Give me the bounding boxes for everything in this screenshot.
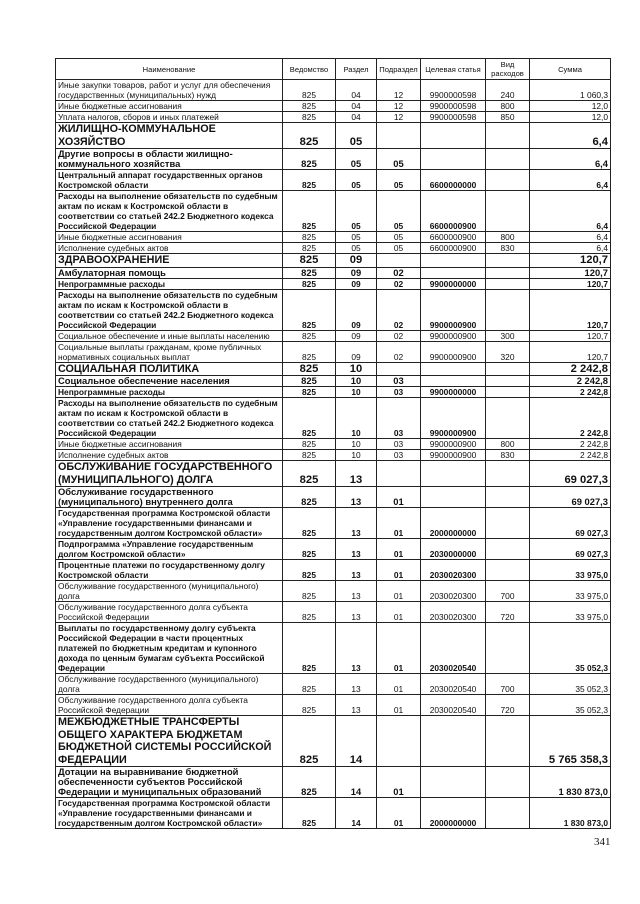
row-dept: 825 <box>283 101 336 112</box>
row-section: 09 <box>336 254 377 268</box>
row-section: 10 <box>336 376 377 387</box>
table-header-row <box>56 59 611 80</box>
row-subsection <box>377 254 421 268</box>
row-section: 13 <box>336 487 377 508</box>
table-row <box>56 798 611 829</box>
row-subsection: 12 <box>377 101 421 112</box>
row-section: 10 <box>336 450 377 461</box>
row-name: Амбулаторная помощь <box>56 267 283 278</box>
table-row <box>56 450 611 461</box>
table-row <box>56 289 611 330</box>
row-exptype <box>486 539 530 560</box>
table-row <box>56 674 611 695</box>
table-row <box>56 267 611 278</box>
row-dept: 825 <box>283 398 336 439</box>
row-dept: 825 <box>283 376 336 387</box>
row-section: 05 <box>336 232 377 243</box>
row-exptype <box>486 508 530 539</box>
row-section: 05 <box>336 149 377 170</box>
row-name: Социальное обеспечение населения <box>56 376 283 387</box>
row-section: 09 <box>336 330 377 341</box>
row-name: Расходы на выполнение обязательств по судебным актам по искам к Костромской области в соответствии со статьей 242.2 Бюджетного кодекса Российской Федерации <box>56 289 283 330</box>
row-sum: 69 027,3 <box>530 508 611 539</box>
row-name: Процентные платежи по государственному долгу Костромской области <box>56 560 283 581</box>
row-sum: 35 052,3 <box>530 623 611 674</box>
header-exptype: Вид расходов <box>486 59 530 80</box>
row-sum: 69 027,3 <box>530 487 611 508</box>
row-exptype <box>486 387 530 398</box>
row-section: 13 <box>336 695 377 716</box>
row-subsection: 02 <box>377 278 421 289</box>
row-target: 2030020300 <box>421 581 486 602</box>
row-target: 9900000900 <box>421 330 486 341</box>
row-dept: 825 <box>283 674 336 695</box>
row-subsection: 01 <box>377 674 421 695</box>
table-row <box>56 123 611 149</box>
table-row <box>56 508 611 539</box>
row-exptype: 720 <box>486 602 530 623</box>
table-row <box>56 602 611 623</box>
header-name: Наименование <box>56 59 283 80</box>
row-subsection: 05 <box>377 191 421 232</box>
header-sum: Сумма <box>530 59 611 80</box>
page-number: 341 <box>594 836 611 848</box>
row-exptype <box>486 461 530 487</box>
row-name: Социальное обеспечение и иные выплаты населению <box>56 330 283 341</box>
row-dept: 825 <box>283 623 336 674</box>
row-subsection: 05 <box>377 232 421 243</box>
row-sum: 120,7 <box>530 289 611 330</box>
row-sum: 6,4 <box>530 191 611 232</box>
row-name: Обслуживание государственного долга субъекта Российской Федерации <box>56 695 283 716</box>
row-target: 2030020540 <box>421 623 486 674</box>
row-target: 2030020300 <box>421 560 486 581</box>
row-section: 13 <box>336 674 377 695</box>
row-target: 9900000000 <box>421 387 486 398</box>
row-subsection: 05 <box>377 149 421 170</box>
header-section: Раздел <box>336 59 377 80</box>
row-target: 9900000598 <box>421 112 486 123</box>
row-sum: 2 242,8 <box>530 376 611 387</box>
row-dept: 825 <box>283 695 336 716</box>
row-name: Обслуживание государственного (муниципального) долга <box>56 674 283 695</box>
row-subsection <box>377 123 421 149</box>
row-exptype <box>486 289 530 330</box>
row-subsection <box>377 362 421 376</box>
row-sum: 120,7 <box>530 341 611 362</box>
row-sum: 12,0 <box>530 101 611 112</box>
row-target <box>421 461 486 487</box>
row-exptype: 720 <box>486 695 530 716</box>
row-dept: 825 <box>283 267 336 278</box>
row-name: Расходы на выполнение обязательств по судебным актам по искам к Костромской области в соответствии со статьей 242.2 Бюджетного кодекса Российской Федерации <box>56 398 283 439</box>
row-subsection: 02 <box>377 267 421 278</box>
row-section: 13 <box>336 539 377 560</box>
row-dept: 825 <box>283 602 336 623</box>
row-dept: 825 <box>283 487 336 508</box>
row-subsection: 12 <box>377 112 421 123</box>
row-section: 04 <box>336 101 377 112</box>
row-sum: 120,7 <box>530 254 611 268</box>
row-exptype <box>486 267 530 278</box>
row-sum: 2 242,8 <box>530 362 611 376</box>
row-section: 14 <box>336 767 377 798</box>
row-exptype <box>486 398 530 439</box>
row-name: ЖИЛИЩНО-КОММУНАЛЬНОЕ ХОЗЯЙСТВО <box>56 123 283 149</box>
table-row <box>56 439 611 450</box>
row-sum: 6,4 <box>530 123 611 149</box>
table-row <box>56 387 611 398</box>
row-dept: 825 <box>283 798 336 829</box>
row-name: Обслуживание государственного (муниципального) долга <box>56 581 283 602</box>
row-subsection: 05 <box>377 243 421 254</box>
row-name: Непрограммные расходы <box>56 278 283 289</box>
row-exptype: 320 <box>486 341 530 362</box>
row-target: 9900000900 <box>421 341 486 362</box>
row-name: Иные бюджетные ассигнования <box>56 232 283 243</box>
row-exptype <box>486 623 530 674</box>
row-section: 13 <box>336 581 377 602</box>
row-sum: 1 060,3 <box>530 80 611 101</box>
row-dept: 825 <box>283 560 336 581</box>
row-dept: 825 <box>283 243 336 254</box>
row-dept: 825 <box>283 112 336 123</box>
row-exptype: 850 <box>486 112 530 123</box>
row-exptype: 700 <box>486 581 530 602</box>
row-section: 14 <box>336 716 377 767</box>
row-exptype: 700 <box>486 674 530 695</box>
row-section: 10 <box>336 439 377 450</box>
row-exptype: 830 <box>486 243 530 254</box>
row-subsection: 03 <box>377 398 421 439</box>
row-sum: 120,7 <box>530 330 611 341</box>
row-subsection: 01 <box>377 695 421 716</box>
row-sum: 1 830 873,0 <box>530 798 611 829</box>
row-sum: 5 765 358,3 <box>530 716 611 767</box>
row-name: Уплата налогов, сборов и иных платежей <box>56 112 283 123</box>
table-row <box>56 461 611 487</box>
row-exptype <box>486 254 530 268</box>
row-exptype <box>486 191 530 232</box>
row-sum: 33 975,0 <box>530 560 611 581</box>
table-row <box>56 191 611 232</box>
row-section: 10 <box>336 387 377 398</box>
table-row <box>56 767 611 798</box>
row-target <box>421 254 486 268</box>
table-row <box>56 581 611 602</box>
row-dept: 825 <box>283 539 336 560</box>
table-row <box>56 362 611 376</box>
row-target: 9900000900 <box>421 439 486 450</box>
row-name: Обслуживание государственного долга субъекта Российской Федерации <box>56 602 283 623</box>
row-exptype <box>486 716 530 767</box>
row-dept: 825 <box>283 289 336 330</box>
row-sum: 6,4 <box>530 232 611 243</box>
row-name: Государственная программа Костромской области «Управление государственными финансами и государственным долгом Костромской области» <box>56 798 283 829</box>
row-dept: 825 <box>283 767 336 798</box>
row-section: 09 <box>336 289 377 330</box>
row-subsection: 01 <box>377 539 421 560</box>
table-row <box>56 170 611 191</box>
row-subsection: 03 <box>377 376 421 387</box>
row-target <box>421 716 486 767</box>
row-name: Обслуживание государственного (муниципального) внутреннего долга <box>56 487 283 508</box>
row-dept: 825 <box>283 341 336 362</box>
row-target <box>421 123 486 149</box>
row-target <box>421 487 486 508</box>
row-section: 13 <box>336 623 377 674</box>
row-exptype <box>486 767 530 798</box>
row-subsection <box>377 461 421 487</box>
row-section: 13 <box>336 602 377 623</box>
row-dept: 825 <box>283 170 336 191</box>
row-subsection: 01 <box>377 560 421 581</box>
row-section: 13 <box>336 461 377 487</box>
row-sum: 2 242,8 <box>530 439 611 450</box>
table-row <box>56 623 611 674</box>
row-exptype: 800 <box>486 439 530 450</box>
row-subsection: 03 <box>377 439 421 450</box>
row-subsection: 01 <box>377 623 421 674</box>
row-section: 04 <box>336 80 377 101</box>
row-target: 2030000000 <box>421 539 486 560</box>
row-dept: 825 <box>283 508 336 539</box>
row-section: 10 <box>336 362 377 376</box>
table-row <box>56 243 611 254</box>
row-section: 14 <box>336 798 377 829</box>
row-exptype <box>486 798 530 829</box>
row-exptype <box>486 560 530 581</box>
row-dept: 825 <box>283 80 336 101</box>
table-row <box>56 254 611 268</box>
row-exptype <box>486 170 530 191</box>
row-name: Социальные выплаты гражданам, кроме публичных нормативных социальных выплат <box>56 341 283 362</box>
row-name: Выплаты по государственному долгу субъекта Российской Федерации в части процентных платежей по бюджетным кредитам и купонного дохода по ценным бумагам субъекта Российской Федерации <box>56 623 283 674</box>
row-subsection: 02 <box>377 289 421 330</box>
row-sum: 2 242,8 <box>530 387 611 398</box>
row-subsection: 03 <box>377 387 421 398</box>
row-sum: 2 242,8 <box>530 450 611 461</box>
row-subsection: 02 <box>377 341 421 362</box>
row-sum: 1 830 873,0 <box>530 767 611 798</box>
row-exptype <box>486 362 530 376</box>
header-dept: Ведомство <box>283 59 336 80</box>
row-dept: 825 <box>283 330 336 341</box>
row-name: Иные бюджетные ассигнования <box>56 439 283 450</box>
row-section: 05 <box>336 191 377 232</box>
row-dept: 825 <box>283 232 336 243</box>
row-sum: 33 975,0 <box>530 602 611 623</box>
table-row <box>56 376 611 387</box>
row-name: ОБСЛУЖИВАНИЕ ГОСУДАРСТВЕННОГО (МУНИЦИПАЛЬНОГО) ДОЛГА <box>56 461 283 487</box>
row-subsection: 01 <box>377 508 421 539</box>
row-target: 2030020540 <box>421 674 486 695</box>
table-row <box>56 232 611 243</box>
row-subsection: 01 <box>377 798 421 829</box>
row-subsection: 12 <box>377 80 421 101</box>
row-dept: 825 <box>283 439 336 450</box>
row-target: 6600000900 <box>421 232 486 243</box>
row-target <box>421 267 486 278</box>
row-name: СОЦИАЛЬНАЯ ПОЛИТИКА <box>56 362 283 376</box>
row-dept: 825 <box>283 191 336 232</box>
row-name: ЗДРАВООХРАНЕНИЕ <box>56 254 283 268</box>
table-row <box>56 101 611 112</box>
row-exptype: 240 <box>486 80 530 101</box>
row-subsection: 01 <box>377 767 421 798</box>
budget-table <box>55 58 611 829</box>
row-section: 13 <box>336 560 377 581</box>
row-exptype: 300 <box>486 330 530 341</box>
row-target: 9900000598 <box>421 80 486 101</box>
row-sum: 69 027,3 <box>530 461 611 487</box>
row-exptype: 800 <box>486 101 530 112</box>
row-target: 2030020540 <box>421 695 486 716</box>
row-exptype <box>486 278 530 289</box>
row-target <box>421 362 486 376</box>
row-section: 09 <box>336 341 377 362</box>
table-row <box>56 716 611 767</box>
row-dept: 825 <box>283 362 336 376</box>
row-name: Расходы на выполнение обязательств по судебным актам по искам к Костромской области в соответствии со статьей 242.2 Бюджетного кодекса Российской Федерации <box>56 191 283 232</box>
row-section: 10 <box>336 398 377 439</box>
row-exptype: 800 <box>486 232 530 243</box>
table-row <box>56 80 611 101</box>
row-target: 9900000000 <box>421 278 486 289</box>
row-name: Подпрограмма «Управление государственным долгом Костромской области» <box>56 539 283 560</box>
row-target: 9900000598 <box>421 101 486 112</box>
row-subsection: 01 <box>377 487 421 508</box>
row-dept: 825 <box>283 387 336 398</box>
row-dept: 825 <box>283 461 336 487</box>
row-sum: 35 052,3 <box>530 695 611 716</box>
row-section: 05 <box>336 123 377 149</box>
row-sum: 6,4 <box>530 170 611 191</box>
row-target: 6600000900 <box>421 191 486 232</box>
table-row <box>56 330 611 341</box>
row-subsection: 01 <box>377 602 421 623</box>
row-dept: 825 <box>283 254 336 268</box>
row-dept: 825 <box>283 716 336 767</box>
header-subsection: Подраздел <box>377 59 421 80</box>
row-sum: 12,0 <box>530 112 611 123</box>
row-dept: 825 <box>283 450 336 461</box>
row-subsection: 03 <box>377 450 421 461</box>
row-exptype <box>486 376 530 387</box>
row-dept: 825 <box>283 123 336 149</box>
row-section: 04 <box>336 112 377 123</box>
row-exptype <box>486 149 530 170</box>
row-sum: 120,7 <box>530 278 611 289</box>
row-name: Непрограммные расходы <box>56 387 283 398</box>
row-subsection: 05 <box>377 170 421 191</box>
row-target: 9900000900 <box>421 398 486 439</box>
row-sum: 6,4 <box>530 149 611 170</box>
row-name: Государственная программа Костромской области «Управление государственными финансами и государственным долгом Костромской области» <box>56 508 283 539</box>
row-name: МЕЖБЮДЖЕТНЫЕ ТРАНСФЕРТЫ ОБЩЕГО ХАРАКТЕРА БЮДЖЕТАМ БЮДЖЕТНОЙ СИСТЕМЫ РОССИЙСКОЙ ФЕДЕРАЦИИ <box>56 716 283 767</box>
row-sum: 69 027,3 <box>530 539 611 560</box>
row-sum: 6,4 <box>530 243 611 254</box>
row-name: Дотации на выравнивание бюджетной обеспеченности субъектов Российской Федерации и муниципальных образований <box>56 767 283 798</box>
row-subsection: 01 <box>377 581 421 602</box>
row-name: Иные закупки товаров, работ и услуг для обеспечения государственных (муниципальных) нужд <box>56 80 283 101</box>
row-dept: 825 <box>283 278 336 289</box>
table-row <box>56 539 611 560</box>
row-section: 09 <box>336 278 377 289</box>
table-row <box>56 341 611 362</box>
row-name: Иные бюджетные ассигнования <box>56 101 283 112</box>
row-exptype: 830 <box>486 450 530 461</box>
row-target: 6600000900 <box>421 243 486 254</box>
row-name: Исполнение судебных актов <box>56 450 283 461</box>
row-sum: 35 052,3 <box>530 674 611 695</box>
row-exptype <box>486 487 530 508</box>
row-target <box>421 376 486 387</box>
row-name: Центральный аппарат государственных органов Костромской области <box>56 170 283 191</box>
table-row <box>56 398 611 439</box>
table-row <box>56 560 611 581</box>
row-name: Исполнение судебных актов <box>56 243 283 254</box>
row-exptype <box>486 123 530 149</box>
row-subsection: 02 <box>377 330 421 341</box>
table-row <box>56 278 611 289</box>
row-dept: 825 <box>283 581 336 602</box>
row-sum: 120,7 <box>530 267 611 278</box>
table-row <box>56 112 611 123</box>
row-sum: 33 975,0 <box>530 581 611 602</box>
row-name: Другие вопросы в области жилищно-коммунального хозяйства <box>56 149 283 170</box>
row-target: 2000000000 <box>421 508 486 539</box>
row-section: 05 <box>336 170 377 191</box>
row-target: 9900000900 <box>421 450 486 461</box>
row-subsection <box>377 716 421 767</box>
header-target: Целевая статья <box>421 59 486 80</box>
row-section: 05 <box>336 243 377 254</box>
row-target <box>421 767 486 798</box>
row-dept: 825 <box>283 149 336 170</box>
table-row <box>56 487 611 508</box>
row-target: 9900000900 <box>421 289 486 330</box>
row-section: 09 <box>336 267 377 278</box>
row-target <box>421 149 486 170</box>
row-section: 13 <box>336 508 377 539</box>
row-sum: 2 242,8 <box>530 398 611 439</box>
table-row <box>56 149 611 170</box>
table-row <box>56 695 611 716</box>
row-target: 6600000000 <box>421 170 486 191</box>
row-target: 2030020300 <box>421 602 486 623</box>
row-target: 2000000000 <box>421 798 486 829</box>
